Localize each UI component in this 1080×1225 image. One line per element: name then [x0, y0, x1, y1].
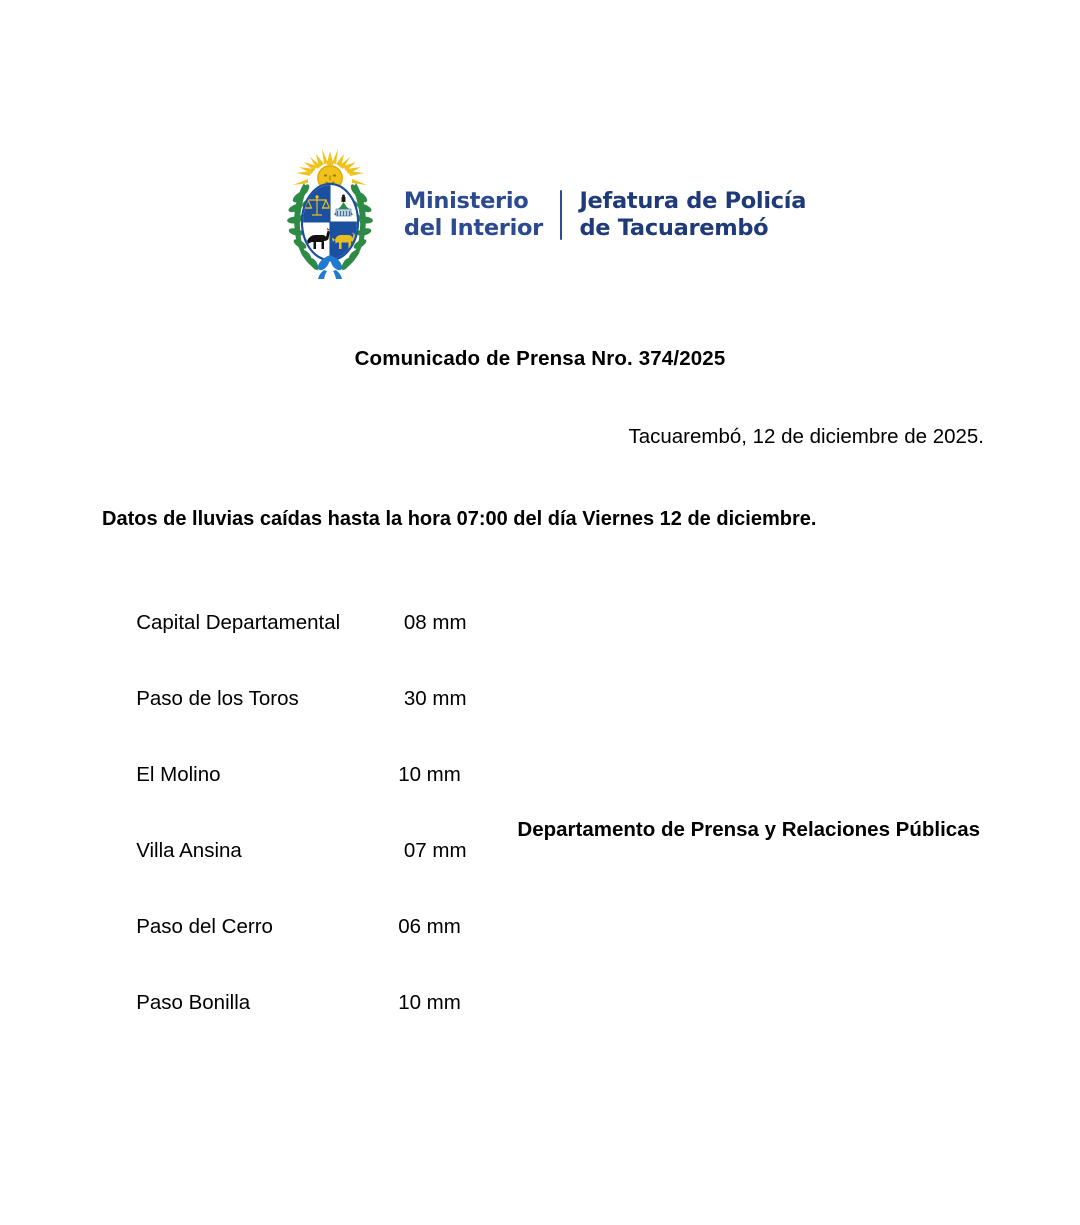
rainfall-value: 07 mm	[398, 838, 467, 862]
uruguay-coat-of-arms-icon	[274, 145, 386, 285]
rainfall-list	[102, 585, 467, 1040]
brand-divider	[560, 190, 563, 240]
rainfall-value: 06 mm	[398, 914, 461, 938]
page-title: Comunicado de Prensa Nro. 374/2025	[354, 347, 726, 370]
rainfall-place: Capital Departamental	[136, 611, 341, 635]
rainfall-place: Villa Ansina	[136, 838, 242, 862]
brand-text	[404, 188, 806, 243]
rainfall-place: Paso de los Toros	[136, 687, 299, 711]
section-heading: Datos de lluvias caídas hasta la hora 07:00 del día Viernes 12 de diciembre.	[102, 508, 817, 530]
jefatura-line-1: Jefatura de Policía	[579, 187, 807, 214]
rainfall-place: El Molino	[136, 763, 221, 787]
jefatura-name	[579, 188, 806, 243]
rainfall-place: Paso del Cerro	[136, 914, 273, 938]
letterhead-inner	[274, 145, 806, 285]
letterhead	[0, 145, 1080, 285]
rainfall-value: 08 mm	[398, 611, 467, 635]
list-item	[102, 964, 467, 1040]
list-item	[102, 661, 467, 737]
ministry-name	[404, 188, 543, 243]
ministry-line-2: del Interior	[403, 215, 543, 241]
ministry-line-1: Ministerio	[403, 187, 529, 214]
shield-icon	[302, 184, 358, 260]
date-line: Tacuarembó, 12 de diciembre de 2025.	[628, 425, 984, 448]
rainfall-value: 30 mm	[398, 687, 467, 711]
list-item	[102, 737, 467, 813]
sign-off: Departamento de Prensa y Relaciones Públicas	[517, 818, 980, 841]
rainfall-value: 10 mm	[398, 990, 461, 1014]
jefatura-line-2: de Tacuarembó	[579, 215, 769, 241]
list-item	[102, 889, 467, 965]
rainfall-place: Paso Bonilla	[136, 990, 251, 1014]
list-item	[102, 585, 467, 661]
rainfall-value: 10 mm	[398, 763, 461, 787]
